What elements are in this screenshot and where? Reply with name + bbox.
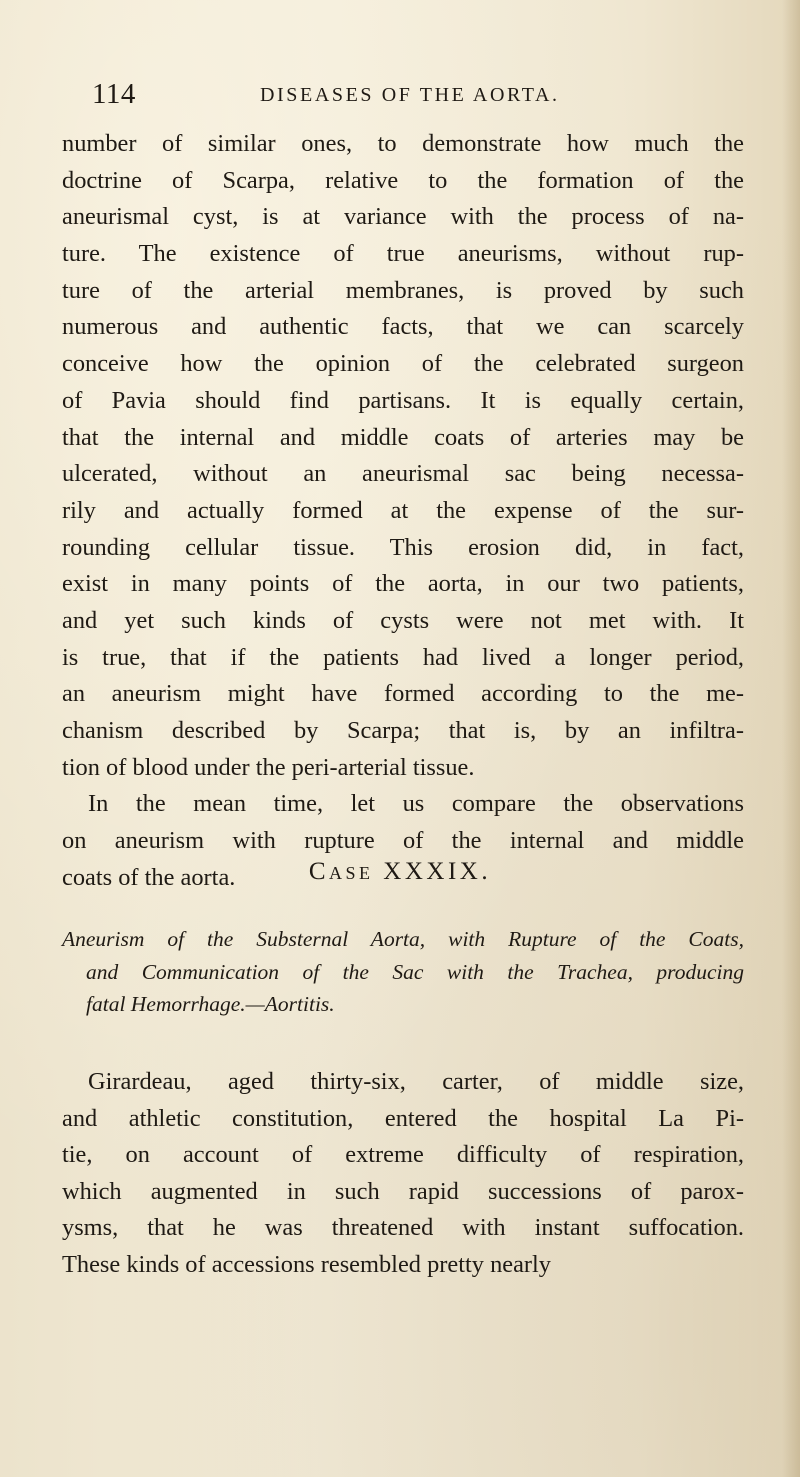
text-line: conceive how the opinion of the celebrated surgeon xyxy=(62,350,744,378)
text-line: and yet such kinds of cysts were not met with. It xyxy=(62,606,744,634)
text-line: ture of the arterial membranes, is proved by such xyxy=(62,276,744,304)
text-line: number of similar ones, to demonstrate how much the xyxy=(62,130,744,157)
running-head xyxy=(92,78,732,118)
text-line: ulcerated, without an aneurismal sac being necessa- xyxy=(62,460,744,488)
text-line: and athletic constitution, entered the hospital La Pi- xyxy=(62,1104,744,1132)
running-title: DISEASES OF THE AORTA. xyxy=(260,84,560,106)
text-line: coats of the aorta. xyxy=(62,863,236,891)
text-line: that the internal and middle coats of arteries may be xyxy=(62,423,744,451)
text-line: tion of blood under the peri-arterial tissue. xyxy=(62,753,475,781)
text-line: ysms, that he was threatened with instant suffocation. xyxy=(62,1214,744,1241)
text-line: numerous and authentic facts, that we can scarcely xyxy=(62,313,744,341)
page-number: 114 xyxy=(92,78,136,110)
text-line: aneurismal cyst, is at variance with the process of na- xyxy=(62,203,744,231)
summary-line: and Communication of the Sac with the Trachea, producing xyxy=(86,959,744,984)
text-line: exist in many points of the aorta, in our two patients, xyxy=(62,570,744,598)
text-line: which augmented in such rapid successions of parox- xyxy=(62,1177,744,1205)
text-line: Girardeau, aged thirty-six, carter, of middle size, xyxy=(88,1068,744,1095)
case-title: Case XXXIX. xyxy=(308,858,492,885)
text-line: doctrine of Scarpa, relative to the formation of the xyxy=(62,166,744,194)
summary-line: fatal Hemorrhage.—Aortitis. xyxy=(86,992,335,1016)
text-line: rily and actually formed at the expense of the sur- xyxy=(62,496,744,524)
summary-line: Aneurism of the Substernal Aorta, with Rupture of the Coats, xyxy=(62,927,744,951)
text-line: is true, that if the patients had lived a longer period, xyxy=(62,643,744,671)
page-edge-shadow xyxy=(782,0,800,1477)
text-line: chanism described by Scarpa; that is, by an infiltra- xyxy=(62,717,744,744)
text-line: ture. The existence of true aneurisms, without rup- xyxy=(62,240,744,268)
text-line: These kinds of accessions resembled pretty nearly xyxy=(62,1250,552,1278)
case-heading xyxy=(0,858,800,886)
text-line: In the mean time, let us compare the observations xyxy=(88,790,744,818)
text-line: an aneurism might have formed according to the me- xyxy=(62,680,744,708)
case-summary xyxy=(62,923,744,1021)
case-narrative xyxy=(62,1064,744,1283)
text-line: on aneurism with rupture of the internal and middle xyxy=(62,827,744,855)
text-line: tie, on account of extreme difficulty of respiration, xyxy=(62,1141,744,1168)
text-line: of Pavia should find partisans. It is equally certain, xyxy=(62,386,744,414)
body-paragraphs xyxy=(62,126,744,896)
text-line: rounding cellular tissue. This erosion did, in fact, xyxy=(62,533,744,561)
